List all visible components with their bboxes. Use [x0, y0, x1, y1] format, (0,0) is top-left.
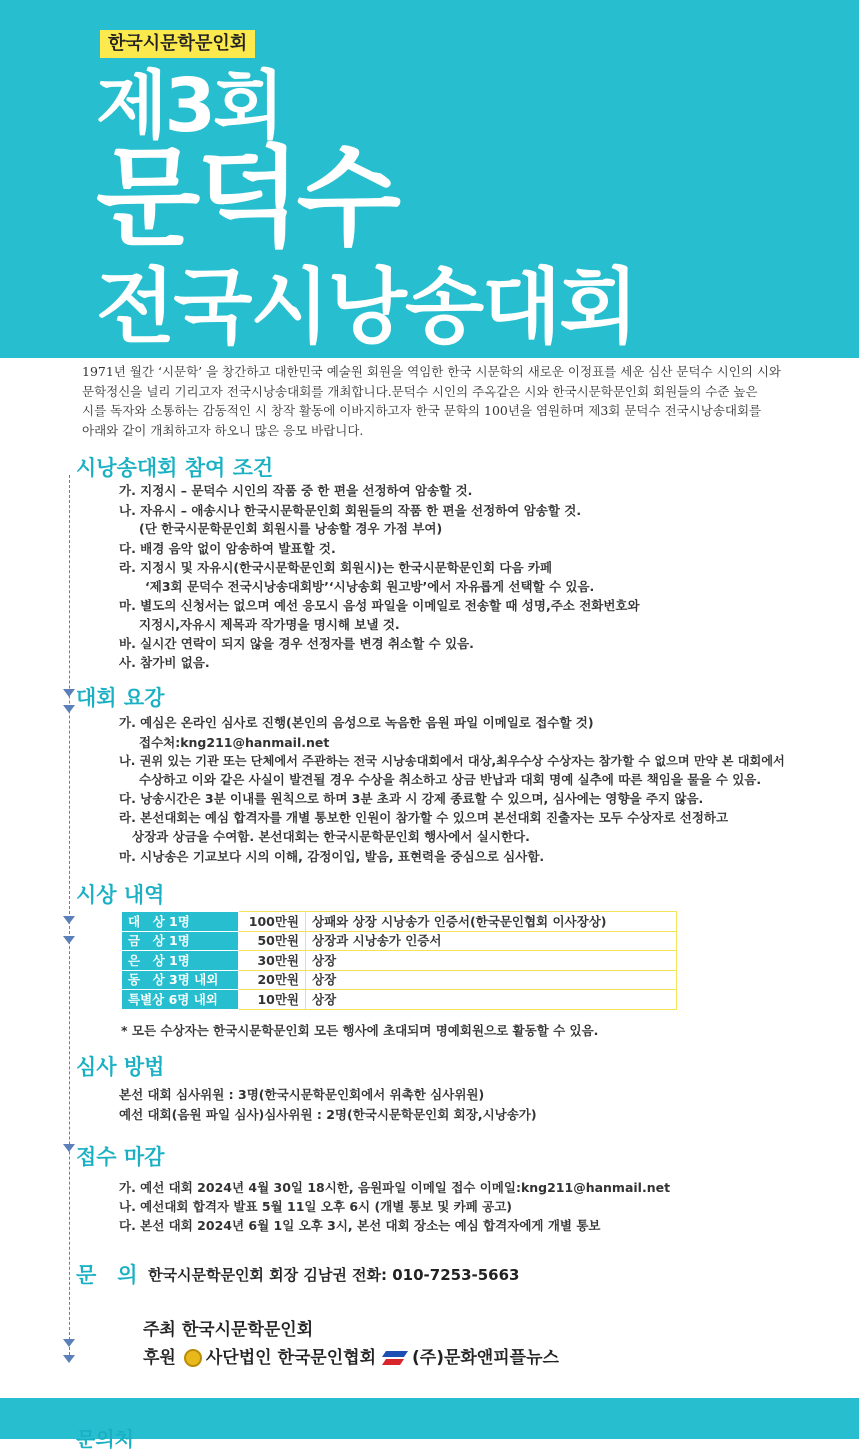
- deadline-item: 다. 본선 대회 2024년 6월 1일 오후 3시, 본선 대회 장소는 예심 합격자에게 개별 통보: [119, 1218, 601, 1233]
- award-amount: 10만원: [239, 990, 306, 1010]
- inquiry-label: 문 의: [76, 1263, 138, 1287]
- table-row: [122, 970, 677, 990]
- award-description: 상장과 시낭송가 인증서: [306, 931, 677, 951]
- award-description: 상장: [306, 951, 677, 971]
- overview-item: 라. 본선대회는 예심 합격자를 개별 통보한 인원이 참가할 수 있으며 본선대회 진출자는 모두 수상자로 선정하고: [119, 810, 729, 825]
- intro-line: 문학정신을 널리 기리고자 전국시낭송대회를 개최합니다.문덕수 시인의 주옥같은 시와 한국시문학문인회 회원들의 수준 높은: [82, 383, 758, 399]
- sponsor-org-1: 사단법인 한국문인협회: [205, 1348, 376, 1368]
- award-amount: 50만원: [239, 931, 306, 951]
- arrow-down-icon: [63, 1144, 75, 1152]
- kwa-emblem-icon: [184, 1349, 202, 1367]
- overview-item: 나. 권위 있는 기관 또는 단체에서 주관하는 전국 시낭송대회에서 대상,최우수상 수상자는 참가할 수 없으며 만약 본 대회에서: [119, 754, 785, 768]
- judging-item: 예선 대회(음원 파일 심사)심사위원 : 2명(한국시문학문인회 회장,시낭송가): [119, 1107, 537, 1122]
- awards-note: * 모든 수상자는 한국시문학문인회 모든 행사에 초대되며 명예회원으로 활동할 수 있음.: [121, 1023, 599, 1038]
- table-row: [122, 951, 677, 971]
- overview-item: 상장과 상금을 수여함. 본선대회는 한국시문학문인회 행사에서 실시한다.: [132, 829, 530, 844]
- deadline-item: 나. 예선대회 합격자 발표 5월 11일 오후 6시 (개별 통보 및 카페 공고): [119, 1199, 512, 1214]
- award-description: 상장: [306, 970, 677, 990]
- title-poet-name: 문덕수: [96, 136, 397, 261]
- condition-item: (단 한국시문학문인회 회원시를 낭송할 경우 가점 부여): [139, 521, 443, 536]
- overview-item: 접수처:kng211@hanmail.net: [139, 735, 330, 750]
- section-title-deadline: 접수 마감: [76, 1145, 165, 1169]
- award-amount: 100만원: [239, 912, 306, 932]
- condition-item: 바. 실시간 연락이 되지 않을 경우 선정자를 변경 취소할 수 있음.: [119, 636, 474, 651]
- award-description: 상패와 상장 시낭송가 인증서(한국문인협회 이사장상): [306, 912, 677, 932]
- overview-item: 다. 낭송시간은 3분 이내를 원칙으로 하며 3분 초과 시 강제 종료할 수 있으며, 심사에는 영향을 주지 않음.: [119, 791, 704, 806]
- award-rank: 특별상 6명 내외: [122, 990, 239, 1010]
- condition-item: 지정시,자유시 제목과 작가명을 명시해 보낼 것.: [139, 617, 400, 632]
- news-logo-icon: [382, 1350, 408, 1366]
- arrow-down-icon: [63, 936, 75, 944]
- inquiry-contact: 한국시문학문인회 회장 김남권 전화: 010-7253-5663: [148, 1266, 520, 1284]
- condition-item: 가. 지정시 – 문덕수 시인의 작품 중 한 편을 선정하여 암송할 것.: [119, 483, 473, 498]
- award-amount: 30만원: [239, 951, 306, 971]
- header-banner: [0, 0, 859, 358]
- award-amount: 20만원: [239, 970, 306, 990]
- intro-line: 시를 독자와 소통하는 감동적인 시 창작 활동에 이바지하고자 한국 문학의 100년을 염원하며 제3회 문덕수 전국시낭송대회를: [82, 403, 762, 418]
- intro-line: 1971년 월간 ‘시문학’ 을 창간하고 대한민국 예술원 회원을 역임한 한국 시문학의 새로운 이정표를 세운 심산 문덕수 시인의 시와: [82, 364, 781, 379]
- condition-item: 마. 별도의 신청서는 없으며 예선 응모시 음성 파일을 이메일로 전송할 때 성명,주소 전화번호와: [119, 598, 640, 613]
- table-row: [122, 990, 677, 1010]
- footer-heading: 문의처: [76, 1427, 134, 1451]
- intro-line: 아래와 같이 개최하고자 하오니 많은 응모 바랍니다.: [82, 422, 364, 438]
- condition-item: ‘제3회 문덕수 전국시낭송대회방’‘시낭송회 원고방’에서 자유롭게 선택할 수 있음.: [145, 579, 595, 594]
- condition-item: 나. 자유시 – 애송시나 한국시문학문인회 회원들의 작품 한 편을 선정하여 암송할 것.: [119, 503, 582, 518]
- award-description: 상장: [306, 990, 677, 1010]
- condition-item: 다. 배경 음악 없이 암송하여 발표할 것.: [119, 541, 336, 556]
- judging-item: 본선 대회 심사위원 : 3명(한국시문학문인회에서 위촉한 심사위원): [119, 1087, 485, 1102]
- arrow-down-icon: [63, 1355, 75, 1363]
- arrow-down-icon: [63, 705, 75, 713]
- sponsor-line: [143, 1346, 559, 1370]
- award-rank: 금 상 1명: [122, 931, 239, 951]
- title-contest-name: 전국시낭송대회: [96, 260, 637, 355]
- arrow-down-icon: [63, 689, 75, 697]
- section-title-awards: 시상 내역: [76, 883, 165, 907]
- timeline-dashed-line: [69, 475, 70, 1355]
- host-line: 주최 한국시문학문인회: [143, 1320, 314, 1340]
- overview-item: 가. 예심은 온라인 심사로 진행(본인의 음성으로 녹음한 음원 파일 이메일로 접수할 것): [119, 715, 594, 730]
- organization-tag: 한국시문학문인회: [100, 30, 255, 58]
- award-rank: 대 상 1명: [122, 912, 239, 932]
- section-title-judging: 심사 방법: [76, 1055, 165, 1079]
- intro-paragraph: [82, 362, 812, 440]
- award-rank: 은 상 1명: [122, 951, 239, 971]
- sponsor-org-2: (주)문화앤피플뉴스: [412, 1348, 559, 1368]
- awards-table: [121, 911, 677, 1010]
- deadline-item: 가. 예선 대회 2024년 4월 30일 18시한, 음원파일 이메일 접수 이메일:kng211@hanmail.net: [119, 1180, 671, 1195]
- section-title-conditions: 시낭송대회 참여 조건: [76, 456, 274, 480]
- table-row: [122, 912, 677, 932]
- table-row: [122, 931, 677, 951]
- arrow-down-icon: [63, 916, 75, 924]
- condition-item: 사. 참가비 없음.: [119, 655, 210, 670]
- section-title-overview: 대회 요강: [76, 686, 165, 710]
- condition-item: 라. 지정시 및 자유시(한국시문학문인회 회원시)는 한국시문학문인회 다음 카페: [119, 560, 553, 575]
- award-rank: 동 상 3명 내외: [122, 970, 239, 990]
- overview-item: 마. 시낭송은 기교보다 시의 이해, 감정이입, 발음, 표현력을 중심으로 심사함.: [119, 849, 545, 864]
- sponsor-label: 후원: [143, 1348, 176, 1368]
- arrow-down-icon: [63, 1339, 75, 1347]
- title-edition: 제3회: [96, 63, 282, 149]
- overview-item: 수상하고 이와 같은 사실이 발견될 경우 수상을 취소하고 상금 반납과 대회 명예 실추에 따른 책임을 물을 수 있음.: [139, 772, 762, 787]
